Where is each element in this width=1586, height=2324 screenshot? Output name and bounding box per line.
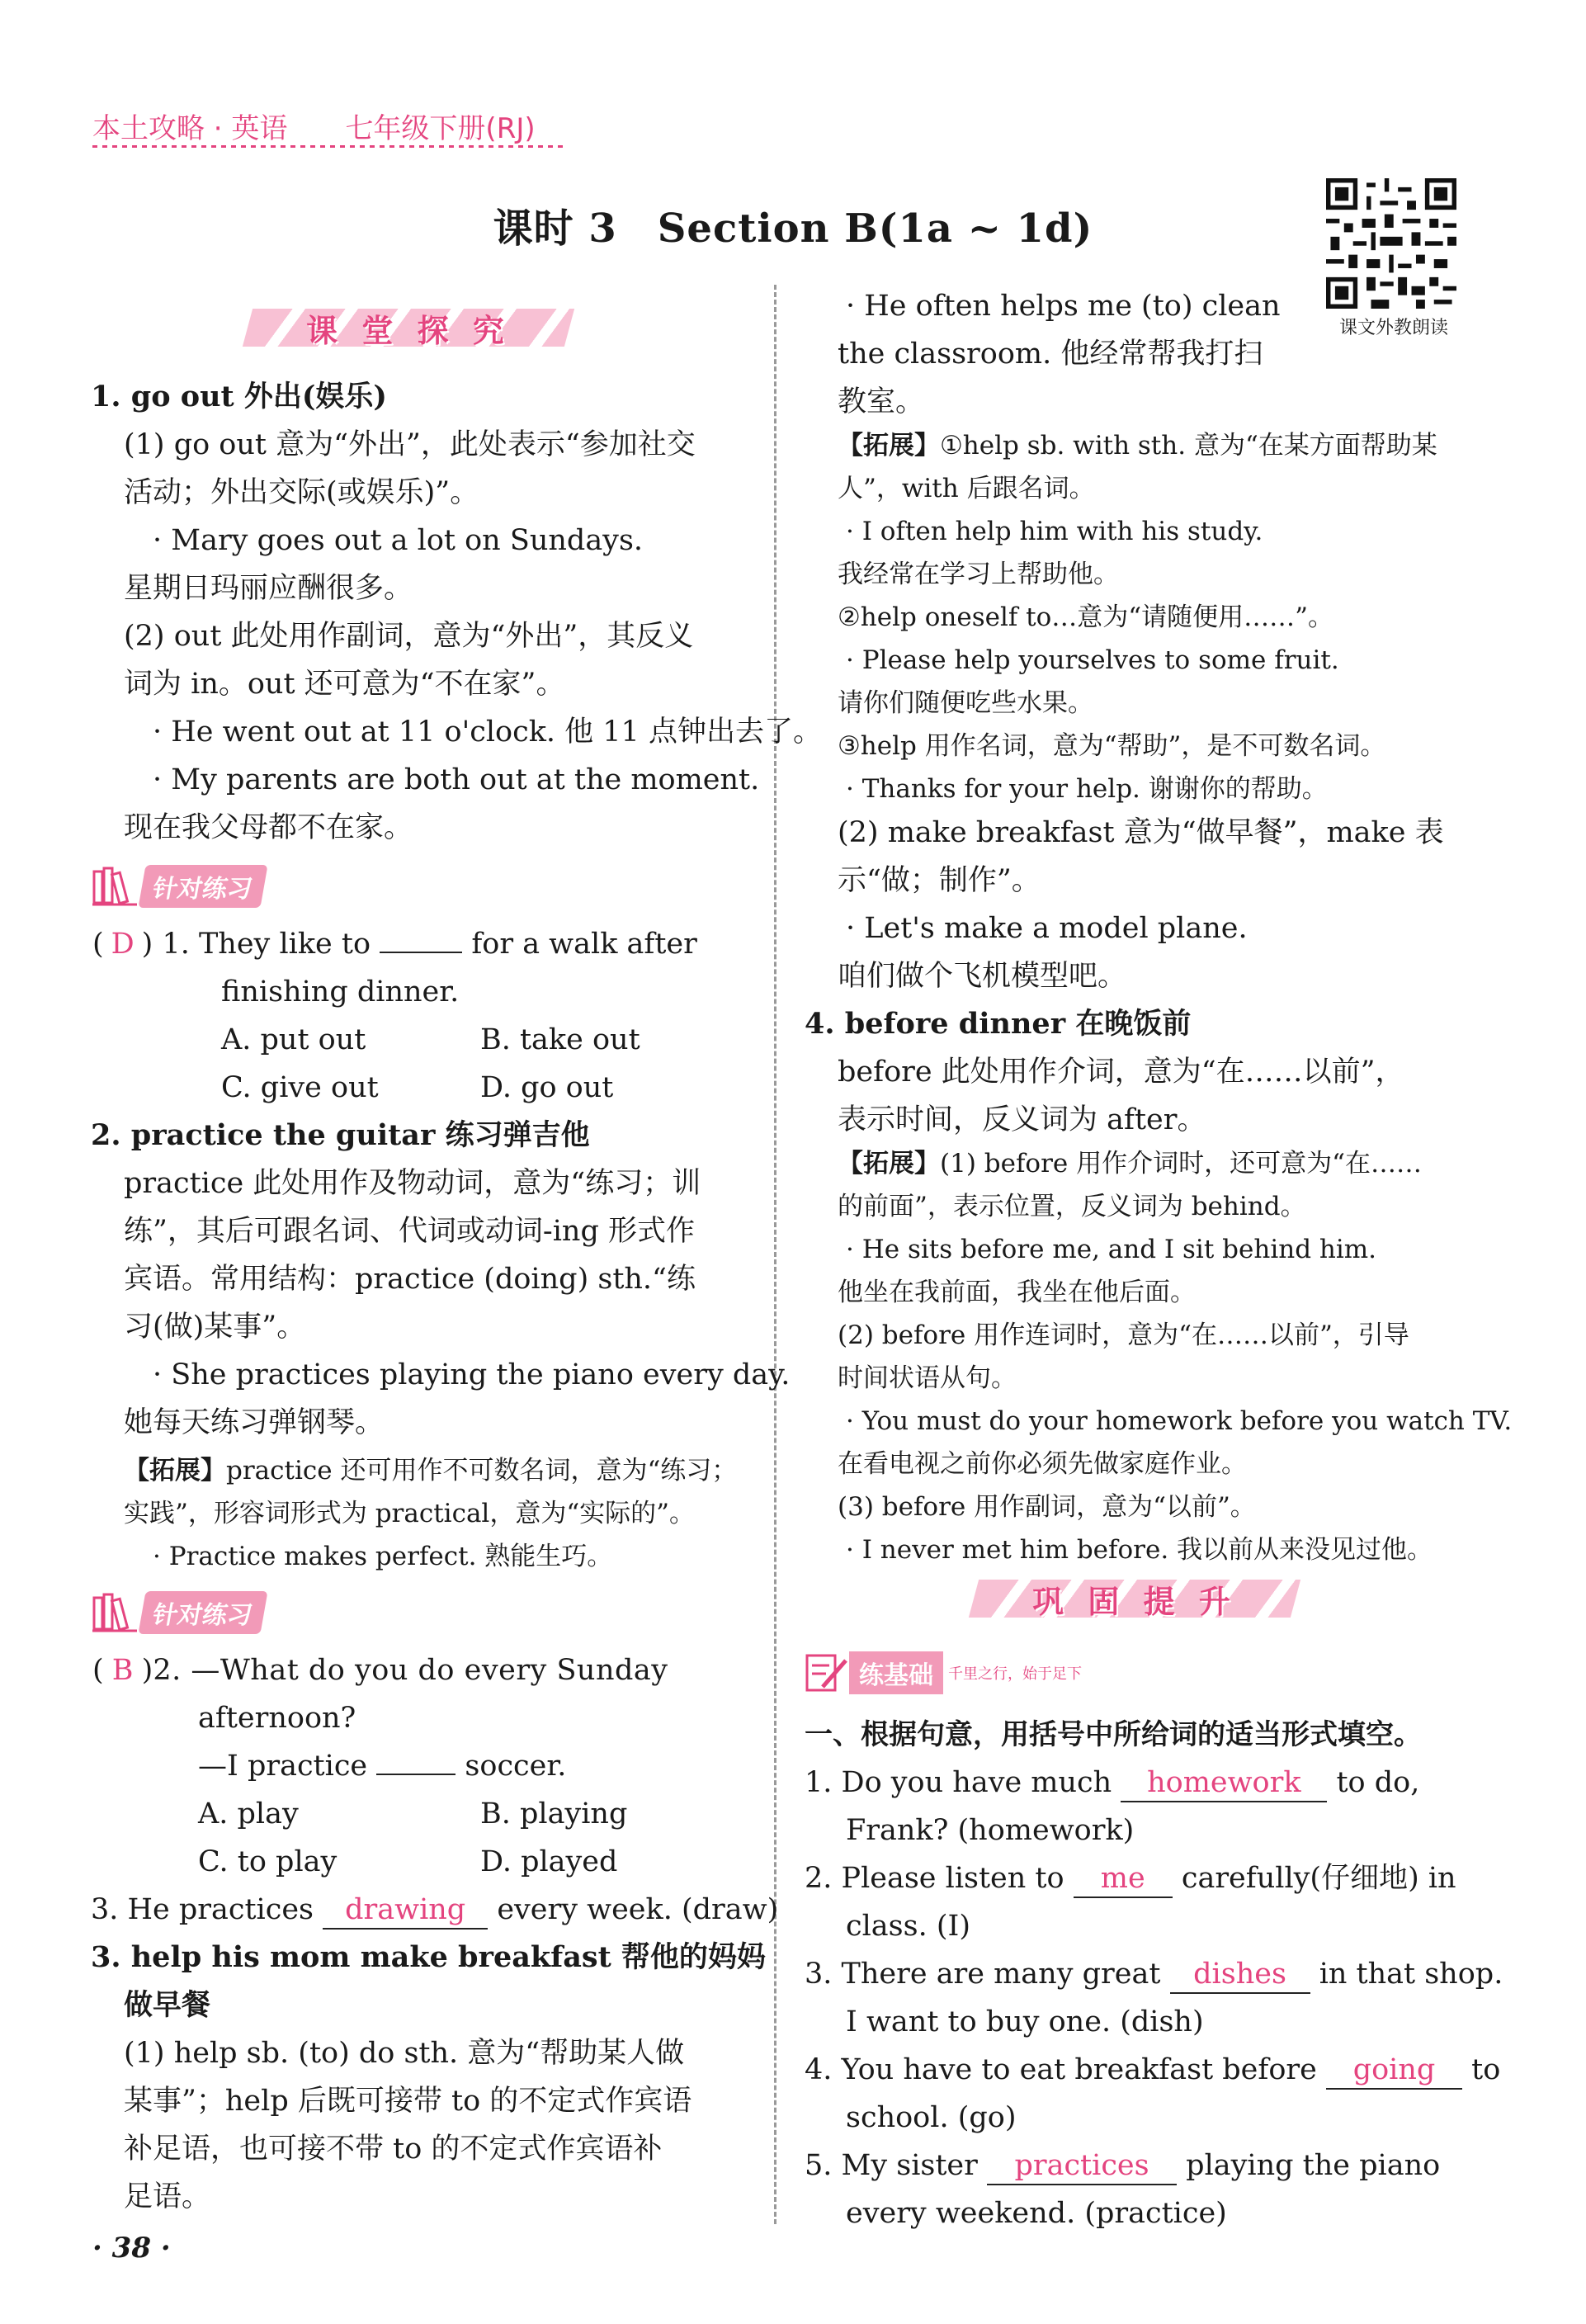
example-line: · I often help him with his study. [846,517,1263,546]
q2-reply: —I practice [198,1750,368,1783]
text-line: 习(做)某事”。 [124,1311,306,1344]
exercise-item-4 [805,2046,1500,2094]
example-line: · She practices playing the piano every day. [153,1358,791,1391]
text-line: the classroom. 他经常帮我打扫 [838,338,1263,371]
q3-stem: 3. He practices [91,1893,314,1926]
expand-text: practice 还可用作不可数名词，意为“练习； [226,1456,738,1486]
answer-item-1: homework [1121,1764,1327,1802]
q1-line2: finishing dinner. [221,975,460,1008]
expand-tag: 【拓展】 [838,1149,940,1179]
books-icon [92,1593,139,1632]
text-line: (3) before 用作副词，意为“以前”。 [838,1492,1256,1522]
text-line: 人”，with 后跟名词。 [838,474,1095,503]
practice-label: 针对练习 [138,1591,267,1634]
exercise-item-4-cont: school. (go) [846,2101,1017,2134]
example-line: · Please help yourselves to some fruit. [846,645,1339,675]
text-line: 宾语。常用结构：practice (doing) sth.“练 [124,1263,696,1296]
example-line: · Thanks for your help. 谢谢你的帮助。 [846,774,1328,804]
option-d: D. go out [480,1071,614,1104]
text-line: (2) before 用作连词时，意为“在……以前”，引导 [838,1320,1409,1350]
answer-item-3: dishes [1170,1956,1310,1994]
example-line: · My parents are both out at the moment. [153,763,760,796]
item-stem: 2. Please listen to [805,1862,1064,1895]
question-2: ( B )2. —What do you do every Sunday [92,1646,668,1694]
exercise-item-2 [805,1854,1456,1902]
pencil-note-icon [805,1651,849,1695]
text-line: 我经常在学习上帮助他。 [838,560,1119,589]
example-line: · He sits before me, and I sit behind him. [846,1235,1377,1264]
text-line: 某事”；help 后既可接带 to 的不定式作宾语 [124,2085,692,2118]
qr-code-icon[interactable] [1326,178,1456,309]
text-line: ②help oneself to…意为“请随便用……”。 [838,602,1334,632]
item-stem-end: in that shop. [1319,1958,1503,1991]
item-stem: 3. There are many great [805,1958,1161,1991]
exercise-item-2-cont: class. (I) [846,1910,970,1943]
expand-text: ①help sb. with sth. 意为“在某方面帮助某 [940,431,1437,461]
answer-q2: B [111,1654,134,1687]
point-3-title: 3. help his mom make breakfast 帮他的妈妈 [91,1940,766,1974]
text-line: 实践”，形容词形式为 practical，意为“实际的”。 [124,1499,696,1528]
text-line: (2) out 此处用作副词，意为“外出”，其反义 [124,620,694,653]
answer-q1: D [111,928,135,961]
text-line: ③help 用作名词，意为“帮助”，是不可数名词。 [838,731,1386,761]
text-line: 星期日玛丽应酬很多。 [124,572,413,605]
item-stem: 1. Do you have much [805,1766,1112,1799]
books-icon [92,867,139,906]
q1-stem-end: for a walk after [471,928,697,961]
banner-text: 巩 固 提 升 [1032,1583,1237,1620]
expand-line [838,424,1437,467]
text-line: 词为 in。out 还可意为“不在家”。 [124,668,565,701]
exercise-heading: 一、根据句意，用括号中所给词的适当形式填空。 [805,1718,1422,1751]
point-4-title: 4. before dinner 在晚饭前 [805,1007,1192,1041]
lesson-title: 课时 3 Section B(1a ~ 1d) [493,205,1093,252]
example-line: · You must do your homework before you watch TV. [846,1406,1513,1436]
option-b: B. take out [480,1023,640,1056]
example-line: · I never met him before. 我以前从来没见过他。 [846,1535,1433,1565]
text-line: 足语。 [124,2180,211,2213]
banner-classroom-explore [248,302,569,353]
example-line: · He often helps me (to) clean [846,290,1281,323]
exercise-item-3 [805,1950,1503,1998]
expand-tag: 【拓展】 [838,431,940,461]
option-b: B. playing [480,1797,628,1830]
text-line: (1) help sb. (to) do sth. 意为“帮助某人做 [124,2037,685,2070]
q2-line2: afternoon? [198,1702,356,1735]
item-stem-end: to do, [1336,1766,1420,1799]
expand-line [838,1142,1422,1185]
basic-label: 练基础 [849,1651,943,1694]
option-c: C. give out [221,1071,379,1104]
question-1: ( D ) 1. They like to for a walk after [92,920,697,968]
practice-label: 针对练习 [138,865,267,908]
point-2-title: 2. practice the guitar 练习弹吉他 [91,1118,590,1152]
text-line: 示“做；制作”。 [838,864,1041,897]
q1-stem: 1. They like to [162,928,371,961]
item-stem-end: playing the piano [1186,2149,1441,2182]
option-c: C. to play [198,1845,337,1878]
text-line: 咱们做个飞机模型吧。 [838,960,1127,993]
text-line: 的前面”，表示位置，反义词为 behind。 [838,1192,1306,1221]
text-line: 他坐在我前面，我坐在他后面。 [838,1278,1196,1307]
text-line: practice 此处用作及物动词，意为“练习；训 [124,1167,701,1200]
exercise-item-5-cont: every weekend. (practice) [846,2197,1227,2230]
question-3 [91,1886,778,1934]
item-stem: 4. You have to eat breakfast before [805,2053,1317,2086]
option-a: A. put out [221,1023,366,1056]
answer-item-5: practices [987,2147,1177,2185]
answer-item-4: going [1326,2052,1462,2090]
blank [376,1774,456,1775]
header-book: 本土攻略 · 英语 [92,112,288,145]
running-header [92,106,536,146]
banner-text: 课 堂 探 究 [306,312,511,349]
example-line: · Mary goes out a lot on Sundays. [153,524,644,557]
practice-tag-2 [92,1591,264,1634]
q3-stem-end: every week. (draw) [497,1893,779,1926]
text-line: 表示时间，反义词为 after。 [838,1103,1206,1136]
text-line: 练”，其后可跟名词、代词或动词-ing 形式作 [124,1215,695,1248]
example-line: · Let's make a model plane. [846,912,1248,945]
qr-caption: 课文外教朗读 [1338,318,1448,338]
basic-subtitle: 千里之行，始于足下 [948,1665,1082,1683]
banner-consolidate [974,1573,1296,1624]
option-a: A. play [198,1797,299,1830]
basic-tag [805,1651,1082,1695]
expand-line [124,1449,737,1492]
point-1-title: 1. go out 外出(娱乐) [91,380,387,413]
text-line: 现在我父母都不在家。 [124,811,413,844]
expand-text: (1) before 用作介词时，还可意为“在…… [940,1149,1422,1179]
item-stem: 5. My sister [805,2149,978,2182]
q2-reply-end: soccer. [465,1750,567,1783]
expand-tag: 【拓展】 [124,1456,226,1486]
text-line: (2) make breakfast 意为“做早餐”，make 表 [838,816,1444,849]
text-line: 在看电视之前你必须先做家庭作业。 [838,1449,1247,1479]
blank [380,952,462,953]
exercise-item-5 [805,2142,1440,2189]
example-line: · He went out at 11 o'clock. 他 11 点钟出去了。 [153,716,822,749]
text-line: 请你们随便吃些水果。 [838,688,1093,718]
exercise-item-1 [805,1759,1419,1807]
text-line: 补足语，也可接不带 to 的不定式作宾语补 [124,2133,663,2166]
text-line: (1) go out 意为“外出”，此处表示“参加社交 [124,428,696,461]
text-line: 教室。 [838,385,925,418]
header-underline [92,145,563,148]
answer-q3: drawing [323,1892,488,1930]
q2-line3 [198,1742,566,1790]
practice-tag-1 [92,865,264,908]
example-line: · Practice makes perfect. 熟能生巧。 [153,1542,613,1571]
page-number: · 38 · [92,2232,171,2265]
q2-stem: 2. —What do you do every Sunday [153,1654,668,1687]
text-line: 活动；外出交际(或娱乐)”。 [124,476,479,509]
header-grade: 七年级下册(RJ) [345,112,536,145]
exercise-item-3-cont: I want to buy one. (dish) [846,2005,1204,2038]
text-line: before 此处用作介词，意为“在……以前”， [838,1056,1404,1089]
text-line: 时间状语从句。 [838,1363,1017,1393]
item-stem-end: carefully(仔细地) in [1181,1862,1456,1895]
answer-item-2: me [1074,1860,1173,1898]
point-3-title-cont: 做早餐 [124,1988,211,2022]
item-stem-end: to [1471,2053,1501,2086]
text-line: 她每天练习弹钢琴。 [124,1406,385,1439]
exercise-item-1-cont: Frank? (homework) [846,1814,1135,1847]
option-d: D. played [480,1845,618,1878]
